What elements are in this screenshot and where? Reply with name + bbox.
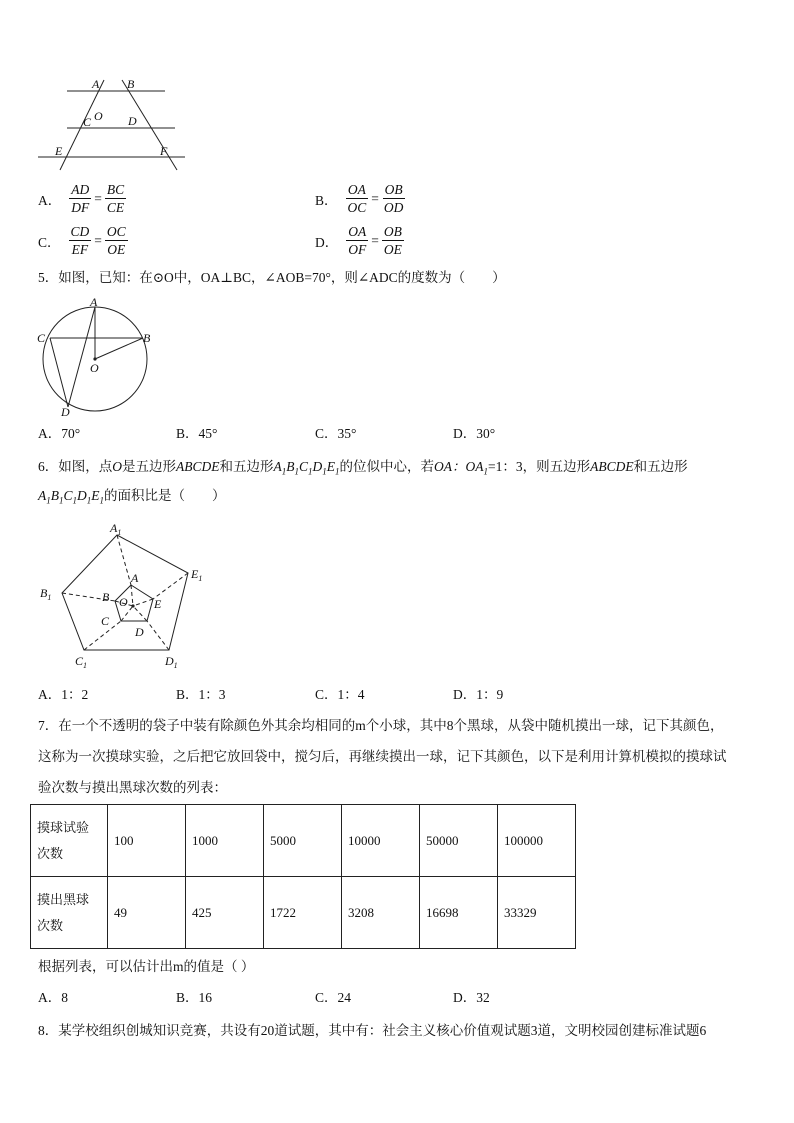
q7-option-b: B．16: [176, 990, 213, 1005]
stem-text: 的位似中心，若: [339, 459, 435, 474]
numerator: OB: [383, 224, 402, 239]
stem-math: $A_1B_1C_1D_1E_1$: [38, 488, 105, 506]
q4-label: E: [55, 144, 63, 158]
q6-label: O: [119, 595, 128, 609]
q6-label: D: [135, 625, 144, 639]
denominator: OC: [347, 200, 367, 215]
q6-stem-line2: [38, 486, 226, 511]
table-cell: 16698: [420, 877, 498, 949]
table-cell: 100: [108, 805, 186, 877]
fraction: [105, 223, 128, 258]
denominator: OE: [383, 242, 402, 257]
q4-option-a: [38, 181, 126, 216]
subscript: 1: [83, 661, 88, 670]
table-row: [31, 805, 576, 877]
q6-label: E: [154, 597, 162, 611]
stem-text: 的面积比是（ ）: [104, 488, 226, 503]
q7-question: 根据列表，可以估计出m的值是（ ）: [38, 959, 255, 974]
option-letter: A．: [38, 192, 62, 208]
stem-ratio: OA：OA: [434, 459, 484, 474]
numerator: OC: [106, 224, 126, 239]
header-text: 摸出黑球: [37, 891, 90, 907]
q7-table: [30, 804, 576, 949]
q5-label: C: [37, 331, 46, 345]
q5-segment-ob: [95, 338, 143, 359]
q5-option-d: D．30°: [453, 426, 496, 441]
q4-label: B: [127, 77, 135, 91]
q6-label: $C_1$: [75, 654, 88, 670]
stem-math: ABCDE: [176, 459, 220, 474]
q4-label: F: [160, 144, 168, 158]
table-cell: 33329: [498, 877, 576, 949]
q6-figure: [35, 515, 220, 675]
table-cell: 49: [108, 877, 186, 949]
q5-stem: 5．如图，已知：在⊙O中，OA⊥BC，∠AOB=70°，则∠ADC的度数为（ ）: [38, 270, 506, 285]
fraction: [69, 181, 91, 216]
q4-figure: [30, 70, 200, 180]
option-letter: C．: [38, 234, 61, 250]
table-cell: 425: [186, 877, 264, 949]
equals-sign: =: [371, 232, 379, 248]
q7-option-d: D．32: [453, 990, 490, 1005]
q4-label: C: [83, 115, 92, 129]
stem-math: $A_1B_1C_1D_1E_1$: [273, 459, 340, 477]
header-text: 摸球试验: [37, 819, 90, 835]
q4-label: D: [128, 114, 137, 128]
q6-label: $E_1$: [191, 567, 203, 583]
header-text: 次数: [37, 917, 64, 933]
subscript: 1: [47, 593, 52, 602]
table-cell: 100000: [498, 805, 576, 877]
q5-segment-ad: [68, 307, 95, 407]
table-cell: 1000: [186, 805, 264, 877]
q8-line-1: 8．某学校组织创城知识竞赛，共设有20道试题，其中有：社会主义核心价值观试题3道，文明校园创建标准试题6: [38, 1023, 707, 1038]
stem-math: O: [112, 459, 122, 474]
q4-label: A: [92, 77, 100, 91]
q5-option-b: B．45°: [176, 426, 218, 441]
table-cell: 50000: [420, 805, 498, 877]
equals-sign: =: [371, 190, 379, 206]
equals-sign: =: [94, 190, 102, 206]
q6-label: $B_1$: [40, 586, 52, 602]
denominator: OD: [383, 200, 404, 215]
q5-label: D: [61, 405, 70, 419]
q6-option-c: C．1：4: [315, 687, 365, 702]
q6-label: C: [101, 614, 110, 628]
q7-option-a: A．8: [38, 990, 68, 1005]
stem-text: 6．如图，点: [38, 459, 113, 474]
fraction: [382, 223, 404, 258]
q6-center-dot: [131, 604, 134, 607]
q6-option-b: B．1：3: [176, 687, 226, 702]
q6-option-d: D．1：9: [453, 687, 504, 702]
q6-stem-line1: [38, 457, 688, 482]
table-cell: 3208: [342, 877, 420, 949]
equals-sign: =: [94, 232, 102, 248]
q5-figure: [30, 295, 160, 420]
fraction: [346, 223, 368, 258]
q6-dashed-rays: [62, 535, 188, 650]
q6-option-a: A．1：2: [38, 687, 89, 702]
option-letter: D．: [315, 234, 339, 250]
stem-math: ABCDE: [590, 459, 634, 474]
denominator: OE: [107, 242, 126, 257]
fraction: [346, 181, 369, 216]
q7-line-1: 7．在一个不透明的袋子中装有除颜色外其余均相同的m个小球，其中8个黑球，从袋中随机摸出一球，记下其颜色，: [38, 718, 724, 733]
denominator: EF: [71, 242, 89, 257]
table-cell: 1722: [264, 877, 342, 949]
subscript: 1: [173, 661, 178, 670]
q4-label: O: [94, 109, 103, 123]
subscript: 1: [198, 574, 203, 583]
table-cell: 5000: [264, 805, 342, 877]
q7-line-2: 这称为一次摸球实验，之后把它放回袋中，搅匀后，再继续摸出一球，记下其颜色，以下是利用计算机模拟的摸球试: [38, 749, 727, 764]
q6-label: $A_1$: [110, 521, 122, 537]
header-text: 次数: [37, 845, 64, 861]
q5-label: B: [143, 331, 151, 345]
numerator: OA: [348, 224, 367, 239]
stem-text: 是五边形: [122, 459, 176, 474]
q6-label: B: [102, 590, 110, 604]
q7-line-3: 验次数与摸出黑球次数的列表：: [38, 780, 227, 795]
numerator: AD: [71, 182, 90, 197]
subscript: 1: [117, 528, 122, 537]
numerator: OB: [384, 182, 403, 197]
numerator: CD: [70, 224, 90, 239]
q5-option-a: A．70°: [38, 426, 81, 441]
fraction: [69, 223, 92, 258]
option-letter: B．: [315, 192, 338, 208]
q4-option-d: [315, 223, 404, 258]
stem-text: =1：3，则五边形: [488, 459, 591, 474]
fraction: [105, 181, 126, 216]
denominator: DF: [71, 200, 90, 215]
denominator: OF: [348, 242, 367, 257]
stem-text: 和五边形: [219, 459, 274, 474]
denominator: CE: [106, 200, 125, 215]
numerator: OA: [347, 182, 366, 197]
q6-outer-pentagon: [62, 535, 188, 650]
q5-label: O: [90, 361, 99, 375]
q4-option-c: [38, 223, 128, 258]
q5-label: A: [90, 295, 98, 309]
q4-option-b: [315, 181, 405, 216]
table-header-cell: [31, 805, 108, 877]
q5-option-c: C．35°: [315, 426, 357, 441]
q6-label: A: [131, 571, 139, 585]
table-header-cell: [31, 877, 108, 949]
q6-label: $D_1$: [165, 654, 178, 670]
numerator: BC: [106, 182, 125, 197]
q7-option-c: C．24: [315, 990, 352, 1005]
fraction: [382, 181, 406, 216]
stem-math: OA：$OA_1$: [434, 459, 489, 477]
table-cell: 10000: [342, 805, 420, 877]
stem-text: 和五边形: [633, 459, 688, 474]
table-row: [31, 877, 576, 949]
